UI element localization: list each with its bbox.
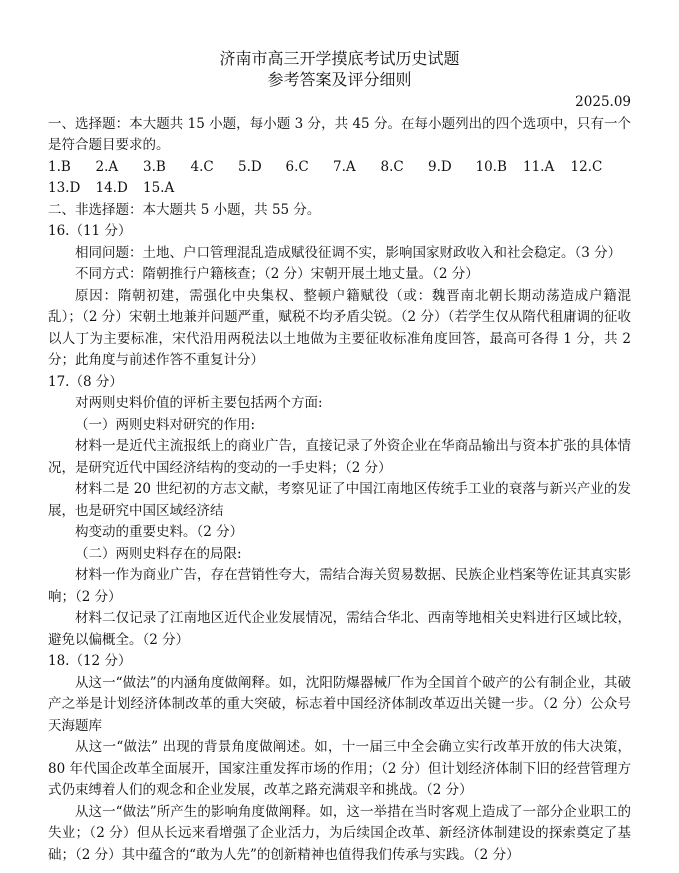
q16-paragraph: 相同问题：土地、户口管理混乱造成赋役征调不实，影响国家财政收入和社会稳定。（3 分） [75, 244, 622, 261]
question-18-label: 18.（12 分） [48, 653, 132, 669]
section2-heading: 二、非选择题：本大题共 5 小题，共 55 分。 [48, 201, 321, 218]
answer-item: 2.A [95, 158, 119, 175]
answer-item: 12.C [570, 158, 603, 175]
answer-item: 5.D [238, 158, 262, 175]
document-title: 济南市高三开学摸底考试历史试题 [219, 49, 460, 68]
q17-paragraph: 材料一作为商业广告，存在营销性夸大，需结合海关贸易数据、民族企业档案等佐证其真实影响；（2 分） [48, 567, 631, 605]
q17-paragraph: （二）两则史料存在的局限: [75, 545, 242, 562]
answer-item: 7.A [333, 158, 356, 175]
section1-heading: 一、选择题：本大题共 15 小题，每小题 3 分，共 45 分。在每小题列出的四个选项中，只有一个是符合题目要求的。 [48, 115, 631, 153]
q17-paragraph: 构变动的重要史料。（2 分） [75, 524, 244, 540]
q16-paragraph: 不同方式：隋朝推行户籍核查；（2 分）宋朝开展土地丈量。（2 分） [75, 266, 479, 282]
q17-paragraph: 材料二仅记录了江南地区近代企业发展情况，需结合华北、西南等地相关史料进行区域比较，避免以偏概全。（2 分） [48, 610, 631, 648]
q16-paragraph: 原因：隋朝初建，需强化中央集权、整顿户籍赋役（或：魏晋南北朝长期动荡造成户籍混乱）；（2 分）宋朝土地兼并问题严重，赋税不均矛盾尖锐。（2 分）（若学生仅从隋代租庸调的征收以人丁为主要标准，宋代沿用两税法以土地做为主要征收标准角度回答，最高可各得 1 分，共 2 分；此角度与前述作答不重复计分） [48, 287, 631, 368]
answer-item: 14.D [95, 180, 128, 196]
answer-item: 15.A [143, 180, 175, 196]
q18-paragraph: 从这一“做法” 出现的背景角度做阐述。如，十一届三中全会确立实行改革开放的伟大决策，80 年代国企改革全面展开，国家注重发挥市场的作用；（2 分）但计划经济体制下旧的经营管理方式仍束缚着人们的观念和企业发展，改革之路充满艰辛和挑战。（2 分） [48, 739, 631, 798]
answer-item: 4.C [190, 158, 214, 175]
q17-paragraph: 对两则史料价值的评析主要包括两个方面: [75, 395, 323, 411]
answer-item: 8.C [380, 158, 404, 175]
question-17-label: 17.（8 分） [48, 373, 123, 390]
q17-paragraph: 材料一是近代主流报纸上的商业广告，直接记录了外资企业在华商品输出与资本扩张的具体情况，是研究近代中国经济结构的变动的一手史料；（2 分） [48, 438, 631, 476]
answer-item: 6.C [285, 158, 309, 175]
answer-item: 9.D [428, 158, 452, 175]
answer-item: 13.D [48, 180, 81, 196]
answer-item: 10.B [475, 158, 507, 175]
answer-item: 1.B [48, 158, 71, 175]
q17-paragraph: （一）两则史料对研究的作用: [75, 416, 256, 433]
q18-paragraph: 从这一“做法”的内涵角度做阐释。如，沈阳防爆器械厂作为全国首个破产的公有制企业，其破产之举是计划经济体制改革的重大突破，标志着中国经济体制改革迈出关键一步。（2 分）公众号天海题库 [48, 674, 631, 734]
question-16-label: 16.（11 分） [48, 223, 132, 239]
answer-item: 11.A [523, 158, 555, 175]
q18-paragraph: 从这一“做法”所产生的影响角度做阐释。如，这一举措在当时客观上造成了一部分企业职工的失业；（2 分）但从长远来看增强了企业活力，为后续国企改革、新经济体制建设的探索奠定了基础；（2 分）其中蕴含的“敢为人先”的创新精神也值得我们传承与实践。（2 分） [48, 803, 631, 863]
q17-paragraph: 材料二是 20 世纪初的方志文献，考察见证了中国江南地区传统手工业的衰落与新兴产业的发展，也是研究中国区域经济结 [48, 481, 631, 519]
document-date: 2025.09 [575, 94, 631, 110]
answer-key [48, 157, 631, 200]
document-subtitle: 参考答案及评分细则 [267, 70, 412, 89]
answer-item: 3.B [143, 158, 166, 175]
